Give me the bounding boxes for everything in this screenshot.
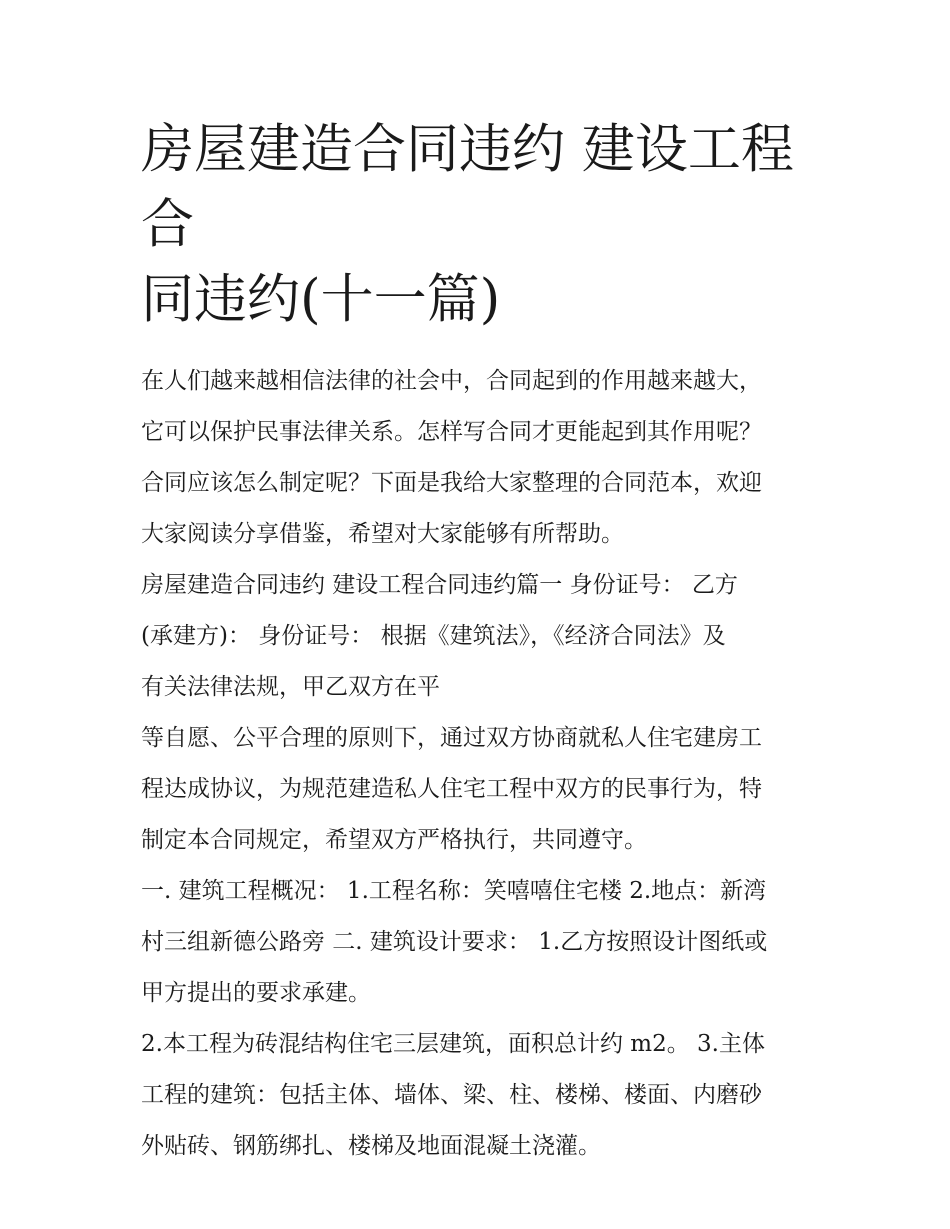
structure-paragraph (141, 1019, 821, 1172)
text-line: 甲方提出的要求承建。 (141, 980, 371, 1006)
contract-header-paragraph (141, 560, 821, 713)
text-line: 程达成协议，为规范建造私人住宅工程中双方的民事行为，特 (141, 776, 762, 802)
text-line: 一. 建筑工程概况： 1.工程名称：笑嘻嘻住宅楼 2.地点：新湾 (141, 878, 767, 904)
text-line: 合同应该怎么制定呢？下面是我给大家整理的合同范本，欢迎 (141, 470, 762, 496)
intro-paragraph (141, 356, 821, 560)
text-line: 大家阅读分享借鉴，希望对大家能够有所帮助。 (141, 521, 624, 547)
text-line: 在人们越来越相信法律的社会中，合同起到的作用越来越大， (141, 368, 762, 394)
text-line: (承建方)： 身份证号： 根据《建筑法》，《经济合同法》及 (141, 623, 726, 649)
document-body (141, 112, 821, 1172)
principles-paragraph (141, 713, 821, 866)
title-line-1: 房屋建造合同违约 建设工程合 (141, 119, 794, 255)
text-line: 2.本工程为砖混结构住宅三层建筑，面积总计约 m2。 3.主体 (141, 1031, 765, 1057)
text-line: 房屋建造合同违约 建设工程合同违约篇一 身份证号： 乙方 (141, 572, 738, 598)
text-line: 工程的建筑：包括主体、墙体、梁、柱、楼梯、楼面、内磨砂 (141, 1082, 762, 1108)
text-line: 等自愿、公平合理的原则下，通过双方协商就私人住宅建房工 (141, 725, 762, 751)
text-line: 制定本合同规定，希望双方严格执行，共同遵守。 (141, 827, 647, 853)
text-line: 外贴砖、钢筋绑扎、楼梯及地面混凝土浇灌。 (141, 1133, 601, 1159)
text-line: 有关法律法规，甲乙双方在平 (141, 674, 440, 700)
text-line: 它可以保护民事法律关系。怎样写合同才更能起到其作用呢？ (141, 419, 762, 445)
text-line: 村三组新德公路旁 二. 建筑设计要求： 1.乙方按照设计图纸或 (141, 929, 768, 955)
project-overview-paragraph (141, 866, 821, 1019)
title-line-2: 同违约(十一篇) (141, 269, 501, 330)
document-title (141, 112, 821, 337)
